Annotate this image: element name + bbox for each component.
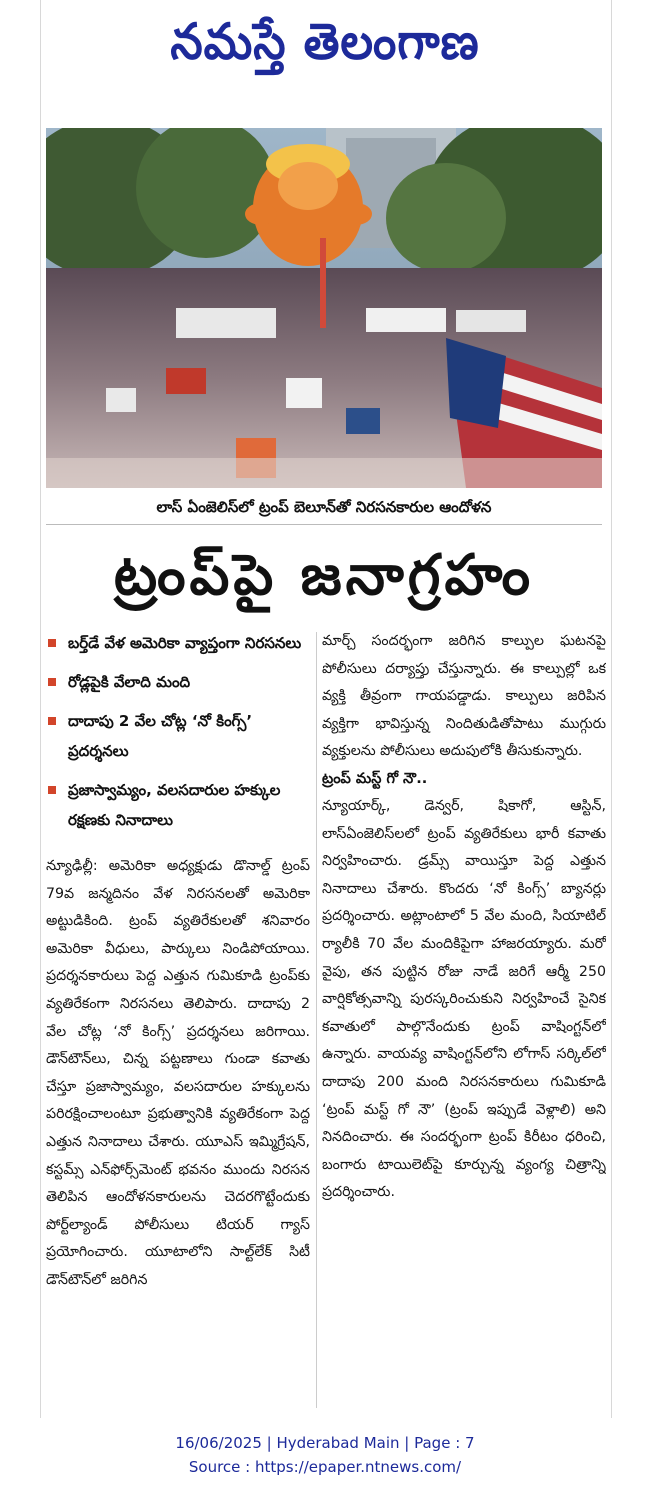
article-right-column	[322, 628, 606, 1408]
protest-crowd-image	[46, 128, 602, 488]
article-subheading: ట్రంప్ మస్ట్ గో నౌ..	[322, 770, 428, 787]
square-bullet-icon	[48, 786, 56, 794]
article-body-left: న్యూఢిల్లీ: అమెరికా అధ్యక్షుడు డొనాల్డ్ ట్రంప్ 79వ జన్మదినం వేళ నిరసనలతో అమెరికా అట్టుడికింది. ట్రంప్ వ్యతిరేకులతో శనివారం అమెరికా వీధులు, పార్కులు నిండిపోయాయి. ప్రదర్శనకారులు పెద్ద ఎత్తున గుమికూడి ట్రంప్‌కు వ్యతిరేకంగా నిరసనలు తెలిపారు. దాదాపు 2 వేల చోట్ల ‘నో కింగ్స్’ ప్రదర్శనలు జరిగాయి. డౌన్‌టౌన్‌లు, చిన్న పట్టణాలు గుండా కవాతు చేస్తూ ప్రజాస్వామ్యం, వలసదారుల హక్కులను పరిరక్షించాలంటూ ప్రభుత్వానికి వ్యతిరేకంగా పెద్ద ఎత్తున నినాదాలు చేశారు. యూఎస్ ఇమ్మిగ్రేషన్, కస్టమ్స్ ఎన్‌ఫోర్స్‌మెంట్ భవనం ముందు నిరసన తెలిపిన ఆందోళనకారులను చెదరగొట్టేందుకు పోర్ట్‌ల్యాండ్ పోలీసులు టియర్ గ్యాస్ ప్రయోగించారు. యూటాలోని సాల్ట్‌లేక్ సిటీ డౌన్‌టౌన్‌లో జరిగిన	[46, 858, 310, 1288]
column-divider	[316, 632, 317, 1408]
bullet-text: బర్త్‌డే వేళ అమెరికా వ్యాప్తంగా నిరసనలు	[68, 634, 302, 652]
footer-edition-info: 16/06/2025 | Hyderabad Main | Page : 7	[175, 1434, 475, 1452]
footer-source-link[interactable]: Source : https://epaper.ntnews.com/	[188, 1458, 462, 1476]
article-left-column	[46, 628, 310, 1408]
highlight-bullet-4	[46, 775, 310, 835]
news-photo	[46, 128, 602, 488]
bullet-text: ప్రజాస్వామ్యం, వలసదారుల హక్కుల రక్షణకు నినాదాలు	[68, 781, 281, 829]
square-bullet-icon	[48, 678, 56, 686]
highlight-bullet-3	[46, 706, 310, 766]
square-bullet-icon	[48, 717, 56, 725]
article-body-right-1: మార్చ్ సందర్భంగా జరిగిన కాల్పుల ఘటనపై పోలీసులు దర్యాప్తు చేస్తున్నారు. ఈ కాల్పుల్లో ఒక వ్యక్తి తీవ్రంగా గాయపడ్డాడు. కాల్పులు జరిపిన వ్యక్తిగా భావిస్తున్న నిందితుడితోపాటు ముగ్గురు వ్యక్తులను పోలీసులు అదుపులోకి తీసుకున్నారు.	[322, 633, 606, 760]
article-headline: ట్రంప్‌పై జనాగ్రహం	[113, 543, 535, 608]
photo-caption: లాస్ ఏంజెలిస్‌లో ట్రంప్ బెలూన్‌తో నిరసనకారుల ఆందోళన	[156, 498, 492, 516]
article-body-right-2: న్యూయార్క్, డెన్వర్, షికాగో, ఆస్టిన్, లాస్‌ఏంజెలిస్‌లలో ట్రంప్ వ్యతిరేకులు భారీ కవాతు నిర్వహించారు. డ్రమ్స్ వాయిస్తూ పెద్ద ఎత్తున నినాదాలు చేశారు. కొందరు ‘నో కింగ్స్’ బ్యానర్లు ప్రదర్శించారు. అట్లాంటాలో 5 వేల మంది, సియాటిల్ ర్యాలీకి 70 వేల మందికిపైగా హాజరయ్యారు. మరో వైపు, తన పుట్టిన రోజు నాడే జరిగే ఆర్మీ 250 వార్షికోత్సవాన్ని పురస్కరించుకుని నిర్వహించే సైనిక కవాతులో పాల్గొనేందుకు ట్రంప్ వాషింగ్టన్‌లో ఉన్నారు. వాయవ్య వాషింగ్టన్‌లోని లోగాస్ సర్కిల్‌లో దాదాపు 200 మంది నిరసనకారులు గుమికూడి ‘ట్రంప్ మస్ట్ గో నౌ’ (ట్రంప్ ఇప్పుడే వెళ్లాలి) అని నినదించారు. ఈ సందర్భంగా ట్రంప్ కిరీటం ధరించి, బంగారు టాయిలెట్‌పై కూర్చున్న వ్యంగ్య చిత్రాన్ని ప్రదర్శించారు.	[322, 797, 606, 1201]
caption-divider	[46, 524, 602, 525]
square-bullet-icon	[48, 639, 56, 647]
highlight-bullet-2	[46, 667, 310, 697]
highlight-bullet-1	[46, 628, 310, 658]
masthead-title: నమస్తే తెలంగాణ	[170, 11, 480, 71]
bullet-text: రోడ్లపైకి వేలాది మంది	[68, 673, 191, 691]
highlight-bullets	[46, 628, 310, 835]
bullet-text: దాదాపు 2 వేల చోట్ల ‘నో కింగ్స్’ ప్రదర్శనలు	[68, 712, 253, 760]
